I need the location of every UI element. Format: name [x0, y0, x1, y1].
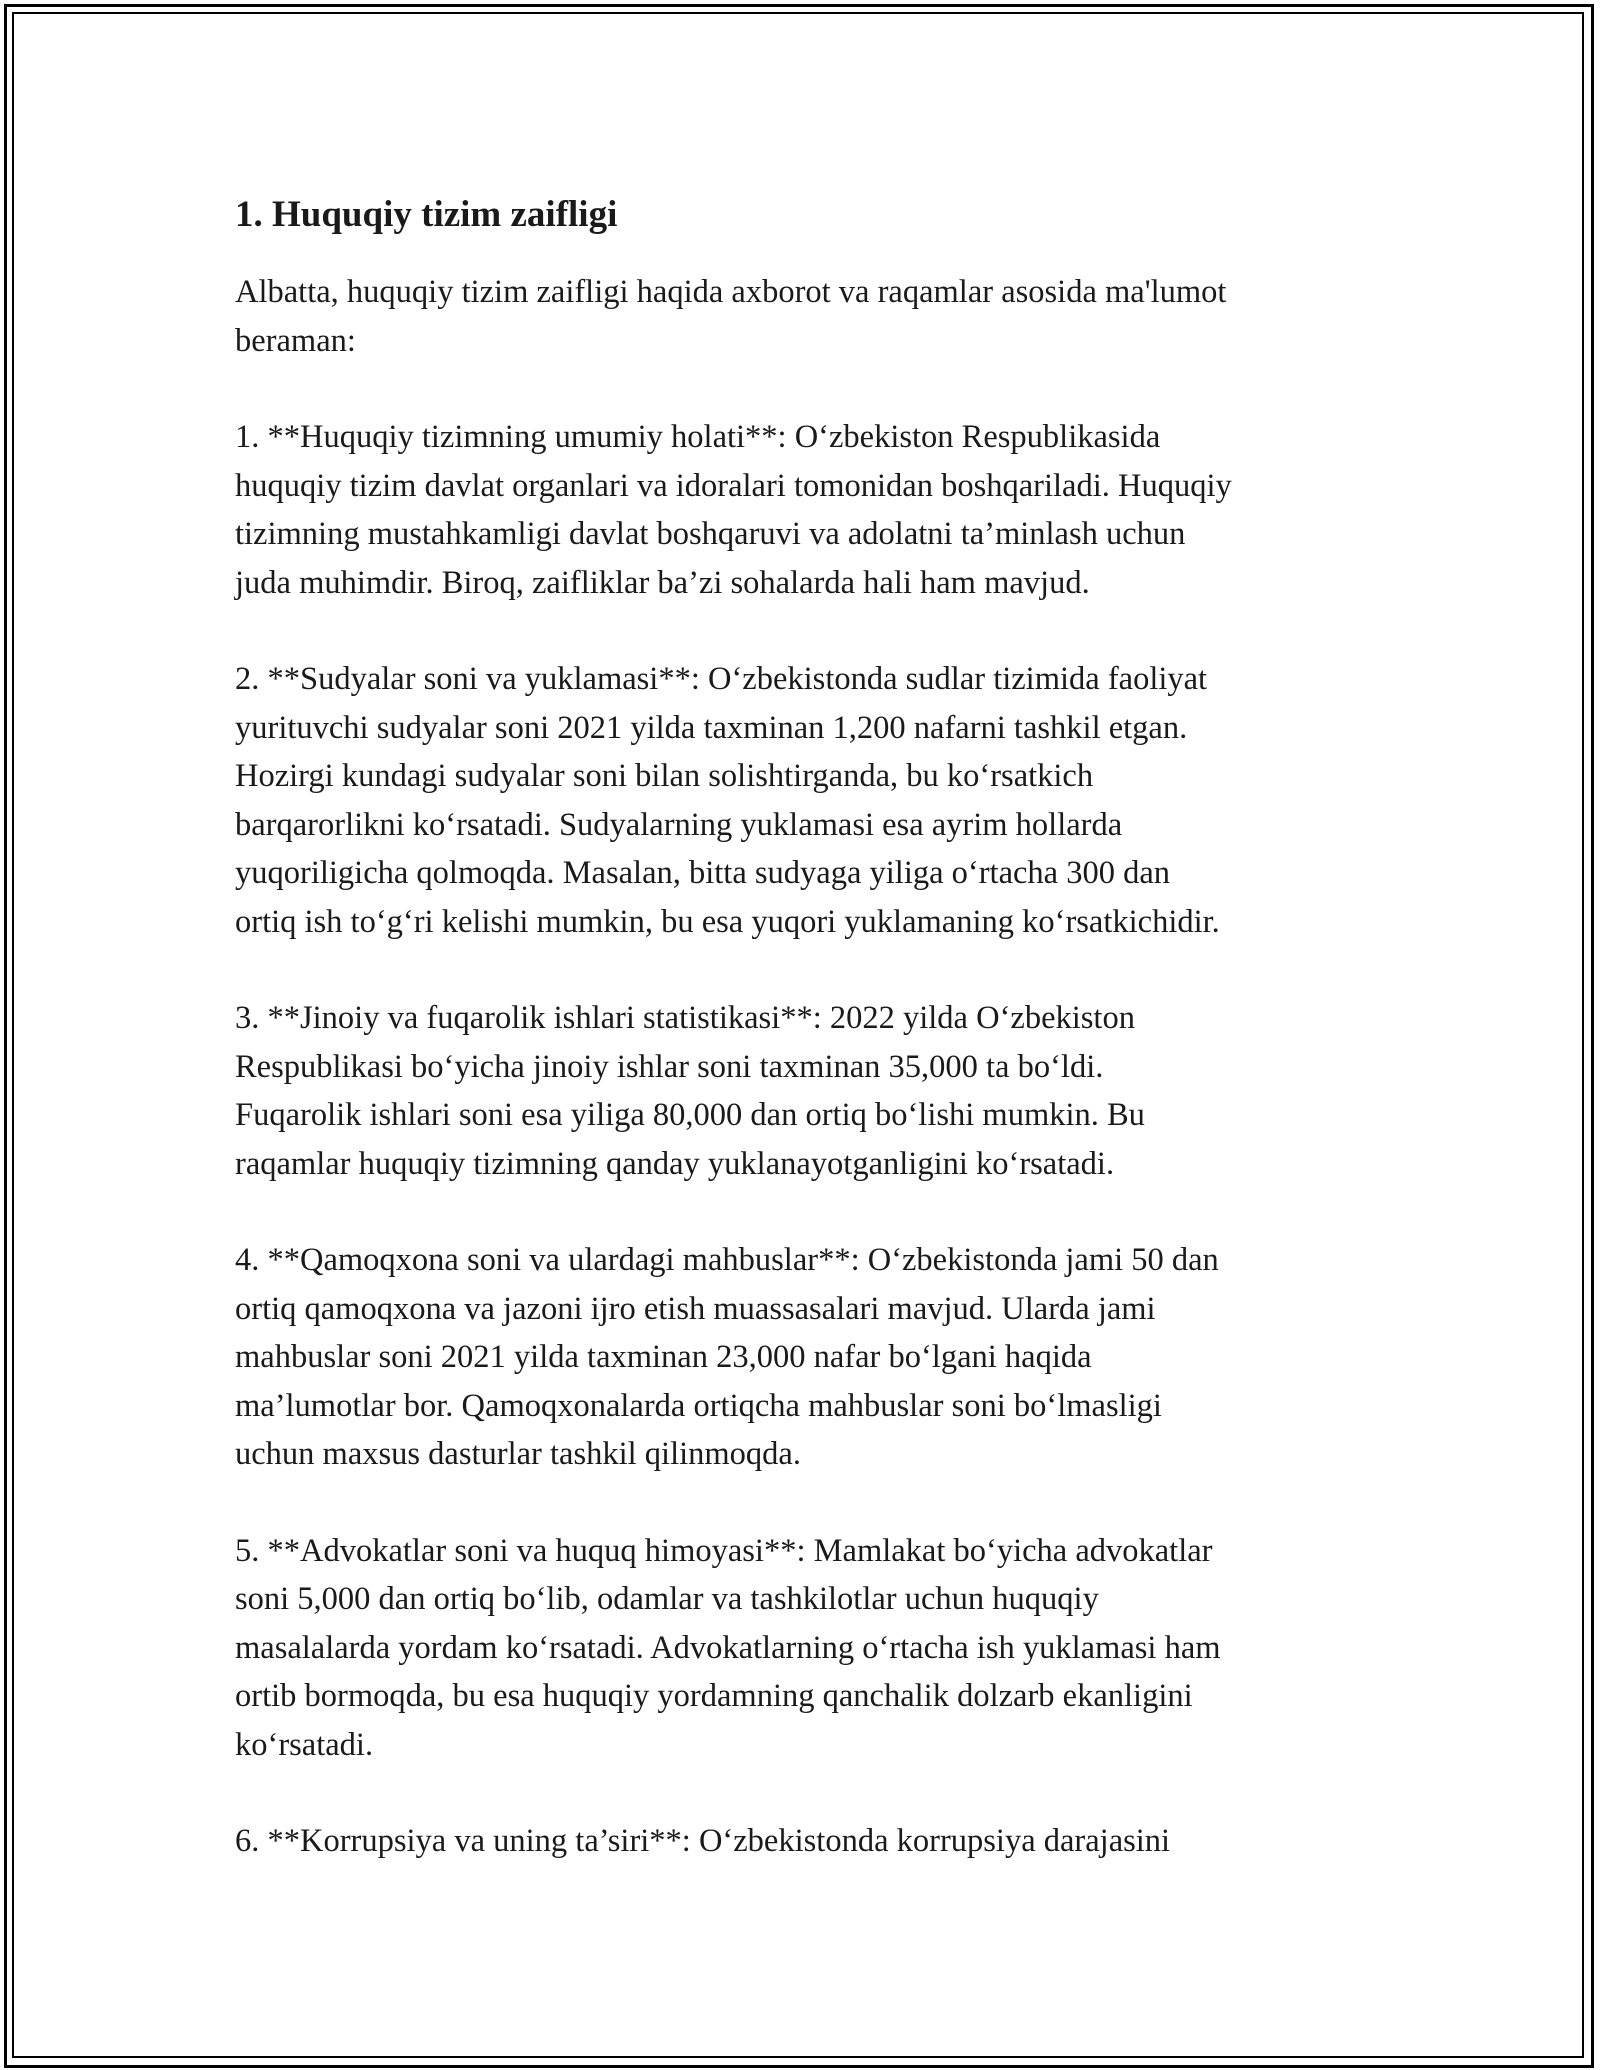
paragraph-judges-workload: 2. **Sudyalar soni va yuklamasi**: O‘zbekistonda sudlar tizimida faoliyat yurituvchi sudyalar soni 2021 yilda taxminan 1,200 nafarni tashkil etgan. Hozirgi kundagi sudyalar soni bilan solishtirganda, bu ko‘rsatkich barqarorlikni ko‘rsatadi. Sudyalarning yuklamasi esa ayrim hollarda yuqoriligicha qolmoqda. Masalan, bitta sudyaga yiliga o‘rtacha 300 dan ortiq ish to‘g‘ri kelishi mumkin, bu esa yuqori yuklamaning ko‘rsatkichidir. [235, 661, 1220, 940]
intro-paragraph: Albatta, huquqiy tizim zaifligi haqida axborot va raqamlar asosida ma'lumot beraman: [235, 274, 1227, 359]
paragraph-case-statistics: 3. **Jinoiy va fuqarolik ishlari statistikasi**: 2022 yilda O‘zbekiston Respublikasi bo‘yicha jinoiy ishlar soni taxminan 35,000 ta bo‘ldi. Fuqarolik ishlari soni esa yiliga 80,000 dan ortiq bo‘lishi mumkin. Bu raqamlar huquqiy tizimning qanday yuklanayotganligini ko‘rsatadi. [235, 1000, 1145, 1182]
paragraph-legal-system-status: 1. **Huquqiy tizimning umumiy holati**: O‘zbekiston Respublikasida huquqiy tizim davlat organlari va idoralari tomonidan boshqariladi. Huquqiy tizimning mustahkamligi davlat boshqaruvi va adolatni ta’minlash uchun juda muhimdir. Biroq, zaifliklar ba’zi sohalarda hali ham mavjud. [235, 419, 1232, 601]
paragraph-lawyers: 5. **Advokatlar soni va huquq himoyasi**: Mamlakat bo‘yicha advokatlar soni 5,000 dan ortiq bo‘lib, odamlar va tashkilotlar uchun huquqiy masalalarda yordam ko‘rsatadi. Advokatlarning o‘rtacha ish yuklamasi ham ortib bormoqda, bu esa huquqiy yordamning qanchalik dolzarb ekanligini ko‘rsatadi. [235, 1532, 1221, 1763]
paragraph-corruption: 6. **Korrupsiya va uning ta’siri**: O‘zbekistonda korrupsiya darajasini [235, 1823, 1171, 1859]
section-heading: 1. Huquqiy tizim zaifligi [235, 194, 618, 235]
document-body [235, 190, 1385, 1914]
paragraph-prisons: 4. **Qamoqxona soni va ulardagi mahbuslar**: O‘zbekistonda jami 50 dan ortiq qamoqxona va jazoni ijro etish muassasalari mavjud. Ularda jami mahbuslar soni 2021 yilda taxminan 23,000 nafar bo‘lgani haqida ma’lumotlar bor. Qamoqxonalarda ortiqcha mahbuslar soni bo‘lmasligi uchun maxsus dasturlar tashkil qilinmoqda. [235, 1242, 1219, 1472]
